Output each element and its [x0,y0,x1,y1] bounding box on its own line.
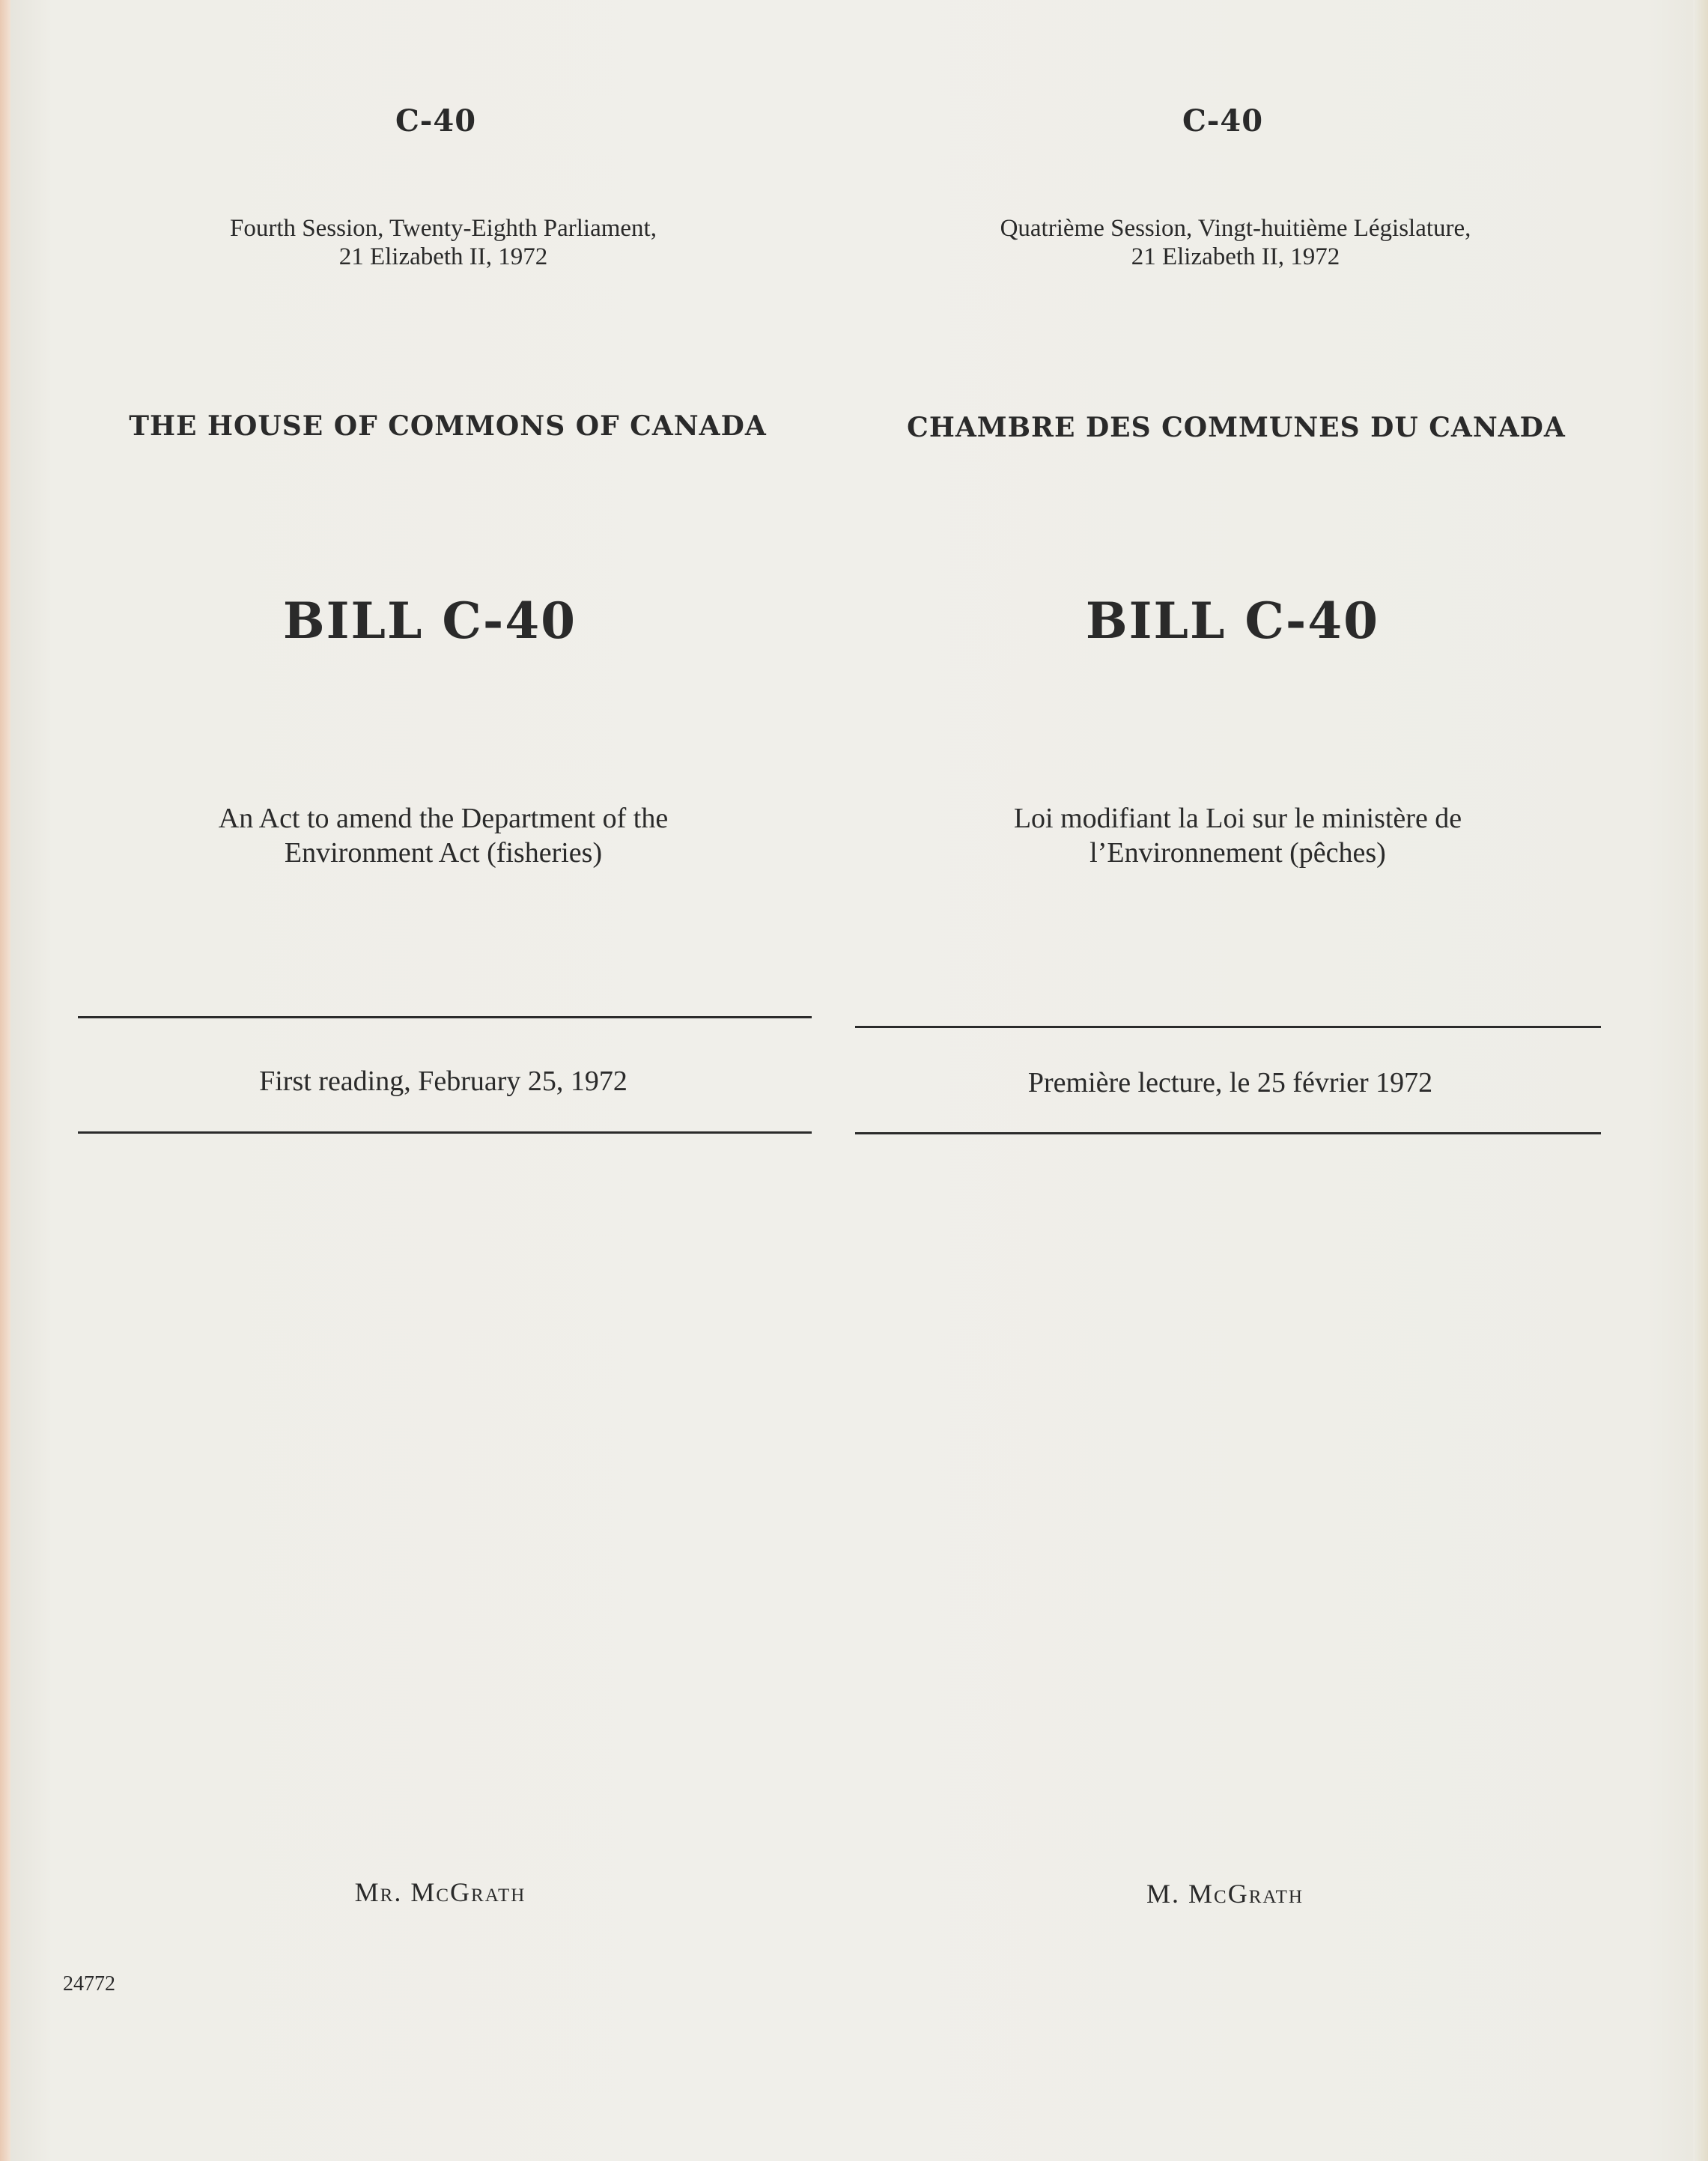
left-session-info [230,214,657,271]
right-session-line2: 21 Elizabeth II, 1972 [1131,243,1340,270]
left-session-line2: 21 Elizabeth II, 1972 [338,243,548,270]
left-top-rule [78,1016,812,1018]
page-number: 24772 [63,1972,115,1996]
left-bill-number: C-40 [395,103,477,139]
left-act-line2: Environment Act (fisheries) [284,837,603,869]
page-edge-right [1693,0,1708,2161]
right-bill-title: BILL C-40 [1085,592,1380,650]
right-bill-number: C-40 [1182,103,1264,139]
right-top-rule [855,1026,1601,1028]
page-edge-left [0,0,10,2161]
right-act-line2: l’Environnement (pêches) [1089,837,1386,869]
right-sponsor: M. McGrath [1146,1879,1304,1909]
left-act-title [219,801,668,870]
right-house-name: CHAMBRE DES COMMUNES DU CANADA [907,412,1566,443]
right-session-info [1000,214,1471,271]
right-bottom-rule [855,1132,1601,1134]
left-bottom-rule [78,1131,812,1134]
right-session-line1: Quatrième Session, Vingt-huitième Législature, [1000,215,1471,242]
right-first-reading: Première lecture, le 25 février 1972 [1027,1067,1433,1098]
left-act-line1: An Act to amend the Department of the [218,803,669,834]
right-act-title [1014,801,1462,870]
left-session-line1: Fourth Session, Twenty-Eighth Parliament, [230,215,657,242]
left-bill-title: BILL C-40 [282,592,577,650]
left-house-name: THE HOUSE OF COMMONS OF CANADA [129,410,767,442]
left-sponsor: Mr. McGrath [354,1877,526,1907]
right-act-line1: Loi modifiant la Loi sur le ministère de [1013,803,1462,834]
left-first-reading: First reading, February 25, 1972 [259,1066,627,1097]
